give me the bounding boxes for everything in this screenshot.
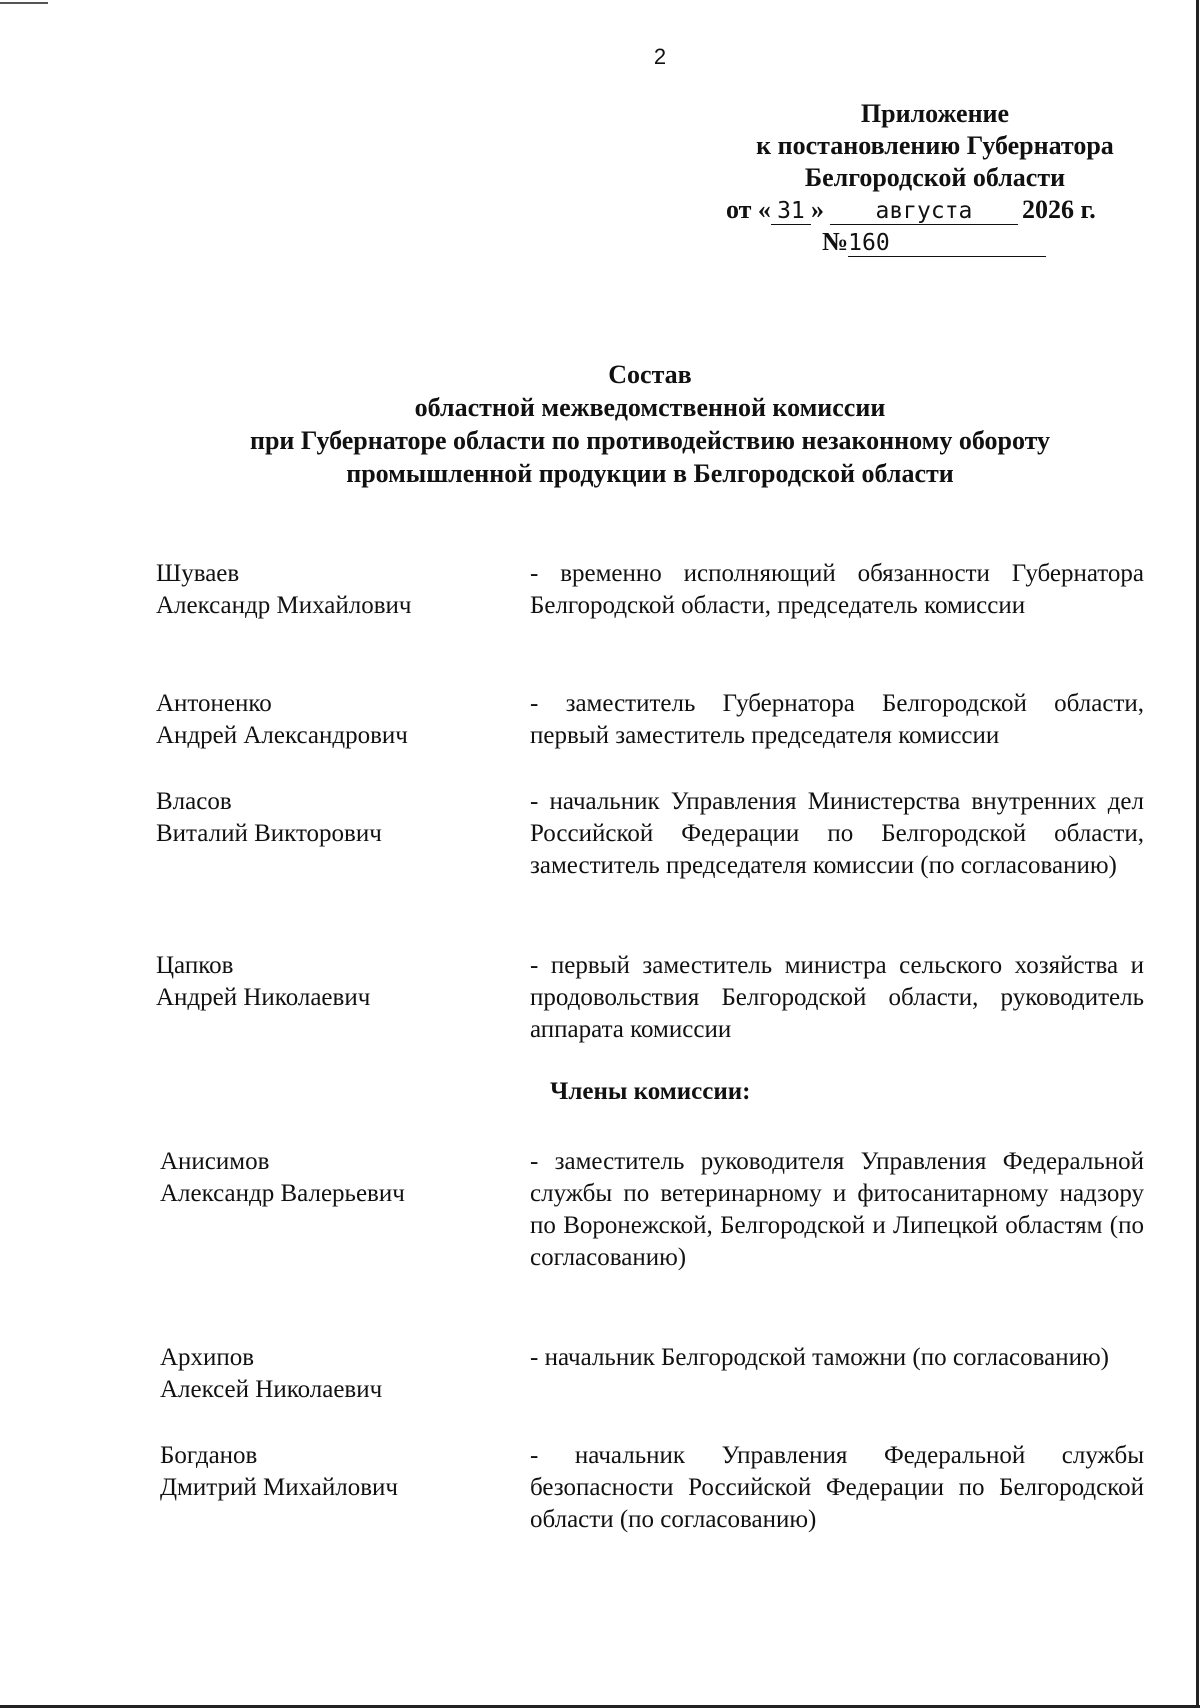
date-prefix: от « [726, 195, 771, 224]
date-month: августа [830, 198, 1018, 225]
scan-edge-top [0, 2, 48, 4]
person-given-name: Андрей Александрович [156, 722, 408, 749]
appendix-date [720, 194, 1150, 226]
person-surname: Богданов [160, 1442, 258, 1469]
person-role: - начальник Белгородской таможни (по согласованию) [530, 1344, 1109, 1371]
person-name [156, 786, 516, 850]
title-line-3: при Губернаторе области по противодействию незаконному обороту [249, 426, 1051, 455]
person-given-name: Виталий Викторович [156, 820, 382, 847]
appendix-title: Приложение [860, 99, 1010, 128]
person-name [156, 688, 516, 752]
person-given-name: Александр Михайлович [156, 592, 412, 619]
person-given-name: Дмитрий Михайлович [160, 1474, 398, 1501]
page-number: 2 [653, 44, 667, 69]
person-given-name: Александр Валерьевич [160, 1180, 405, 1207]
appendix-header [720, 98, 1150, 258]
members-heading: Члены комиссии: [550, 1078, 751, 1105]
person-name [156, 950, 516, 1014]
person-name [156, 558, 516, 622]
document-title [150, 358, 1150, 490]
person-given-name: Алексей Николаевич [160, 1376, 383, 1403]
person-role: - начальник Управления Министерства внутренних дел Российской Федерации по Белгородской области, заместитель председателя комиссии (по согласованию) [530, 788, 1144, 879]
person-surname: Шуваев [156, 560, 240, 587]
person-name [160, 1440, 520, 1504]
person-name [160, 1146, 520, 1210]
number-value: 160 [848, 230, 1046, 257]
person-name [160, 1342, 520, 1406]
appendix-region: Белгородской области [804, 163, 1066, 192]
number-prefix: № [822, 227, 849, 256]
person-role: - первый заместитель министра сельского хозяйства и продовольствия Белгородской области, руководитель аппарата комиссии [530, 952, 1144, 1043]
person-role: - заместитель Губернатора Белгородской области, первый заместитель председателя комиссии [530, 690, 1144, 749]
date-year: 2026 г. [1021, 195, 1096, 224]
title-line-2: областной межведомственной комиссии [414, 393, 886, 422]
person-role: - заместитель руководителя Управления Федеральной службы по ветеринарному и фитосанитарному надзору по Воронежской, Белгородской и Липецкой областям (по согласованию) [530, 1148, 1144, 1271]
date-mid: » [810, 195, 824, 224]
person-surname: Власов [156, 788, 232, 815]
title-line-4: промышленной продукции в Белгородской области [346, 459, 954, 488]
person-surname: Архипов [160, 1344, 255, 1371]
date-day: 31 [771, 198, 811, 225]
appendix-number [720, 226, 1150, 258]
person-surname: Антоненко [156, 690, 272, 717]
person-given-name: Андрей Николаевич [156, 984, 371, 1011]
person-surname: Анисимов [160, 1148, 270, 1175]
person-role: - временно исполняющий обязанности Губернатора Белгородской области, председатель комиссии [530, 560, 1144, 619]
person-role: - начальник Управления Федеральной службы безопасности Российской Федерации по Белгородской области (по согласованию) [530, 1442, 1144, 1533]
appendix-reference: к постановлению Губернатора [756, 131, 1114, 160]
person-surname: Цапков [156, 952, 234, 979]
title-line-1: Состав [608, 360, 692, 389]
scan-edge-right [1196, 0, 1199, 1708]
